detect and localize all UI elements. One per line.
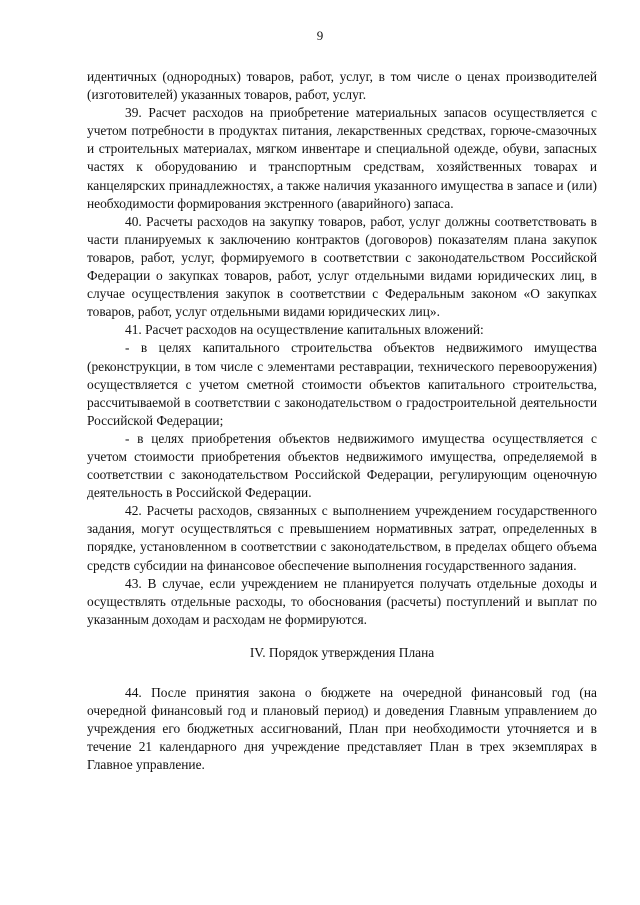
document-body (87, 68, 597, 774)
paragraph-41: 41. Расчет расходов на осуществление капитальных вложений: (125, 322, 484, 338)
paragraph-41-item-1: - в целях капитального строительства объектов недвижимого имущества (реконструкции, в том числе с элементами реставрации, технического перевооружения) осуществляется с учетом сметной стоимости объектов капитального строительства, рассчитываемой в соответствии с законодательством о градостроительной деятельности Российской Федерации; (87, 340, 597, 428)
page-number: 9 (316, 28, 324, 43)
paragraph-44: 44. После принятия закона о бюджете на очередной финансовый год (на очередной финансовый год и плановый период) и доведения Главным управлением до учреждения его бюджетных ассигнований, План при необходимости уточняется и в течение 21 календарного дня учреждение представляет План в трех экземплярах в Главное управление. (87, 685, 597, 773)
paragraph-39: 39. Расчет расходов на приобретение материальных запасов осуществляется с учетом потребности в продуктах питания, лекарственных средствах, горюче-смазочных и строительных материалах, мягком инвентаре и специальной одежде, обуви, запасных частях к оборудованию и транспортным средствам, хозяйственных товарах и канцелярских принадлежностях, а также наличия указанного имущества в запасе и (или) необходимости формирования экстренного (аварийного) запаса. (87, 105, 597, 211)
section-heading: IV. Порядок утверждения Плана (249, 644, 435, 660)
paragraph-43: 43. В случае, если учреждением не планируется получать отдельные доходы и осуществлять отдельные расходы, то обоснования (расчеты) поступлений и выплат по указанным доходам и расходам не формируются. (87, 575, 597, 627)
paragraph-41-item-2: - в целях приобретения объектов недвижимого имущества осуществляется с учетом стоимости приобретения объектов недвижимого имущества, определяемой в соответствии с законодательством Российской Федерации, регулирующим оценочную деятельность в Российской Федерации. (87, 430, 597, 501)
paragraph-40: 40. Расчеты расходов на закупку товаров, работ, услуг должны соответствовать в части планируемых к заключению контрактов (договоров) показателям плана закупок товаров, работ, услуг, формируемого в соответствии с законодательством Российской Федерации о закупках товаров, работ, услуг отдельными видами юридических лиц, в случае осуществления закупок в соответствии с Федеральным законом «О закупках товаров, работ, услуг отдельными видами юридических лиц». (87, 213, 597, 320)
paragraph-continuation: идентичных (однородных) товаров, работ, услуг, в том числе о ценах производителей (изготовителей) указанных товаров, работ, услуг. (87, 69, 597, 103)
paragraph-42: 42. Расчеты расходов, связанных с выполнением учреждением государственного задания, могут осуществляться с превышением нормативных затрат, определенных в порядке, установленном в соответствии с законодательством, в пределах общего объема средств субсидии на финансовое обеспечение выполнения государственного задания. (87, 503, 597, 573)
